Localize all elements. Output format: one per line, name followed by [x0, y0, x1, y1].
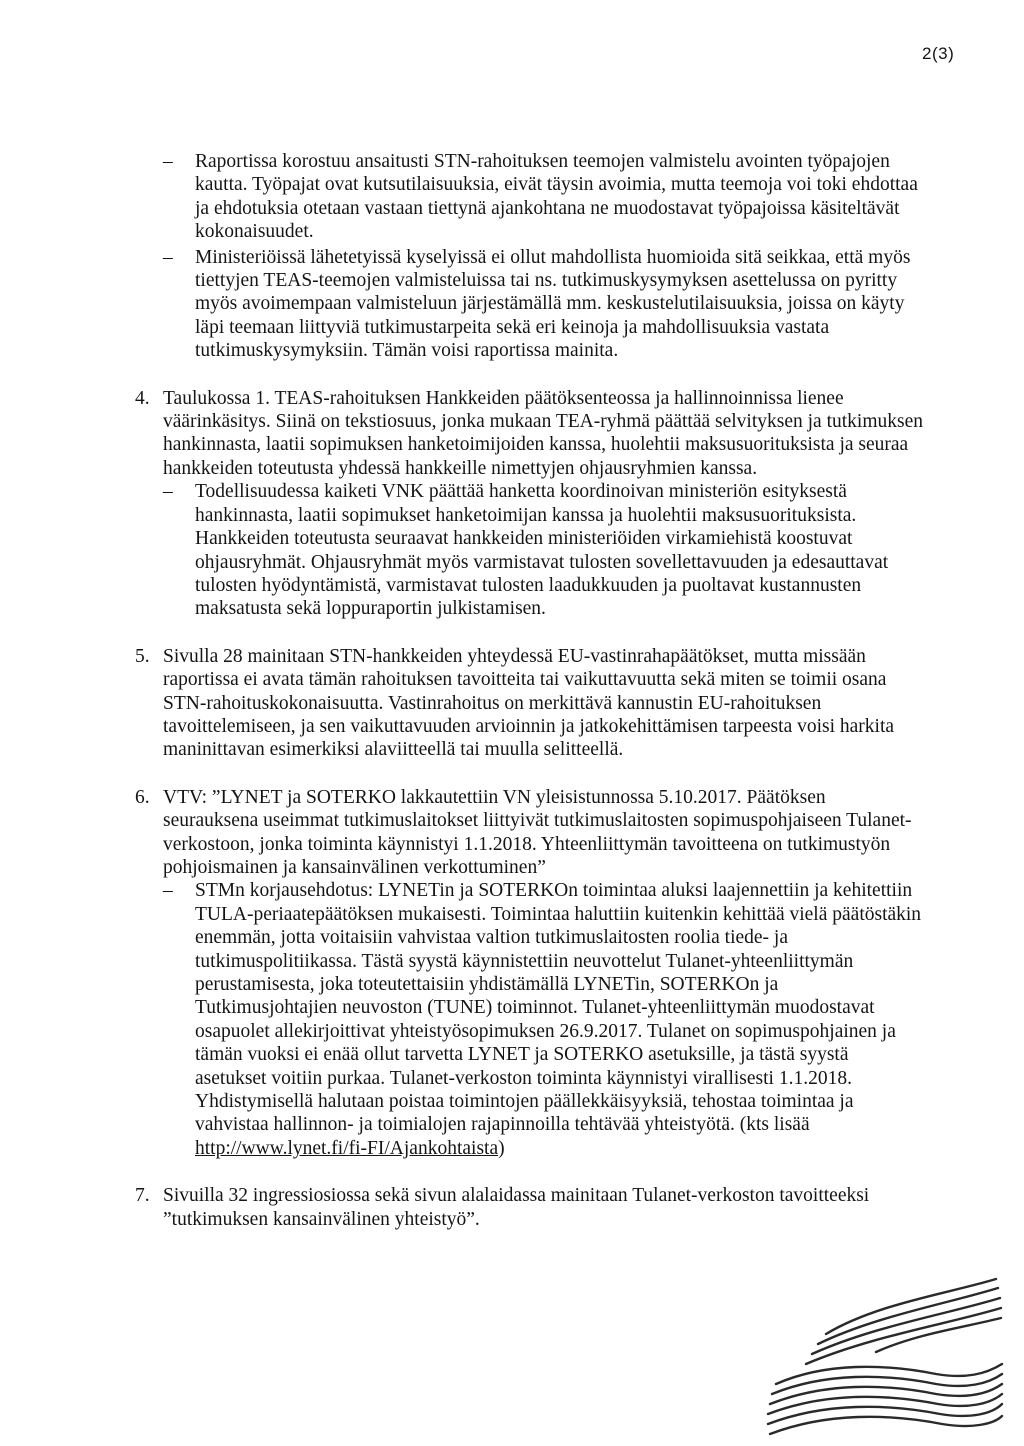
item-sub-bullet	[0, 879, 1024, 1160]
bullet-dash: –	[163, 481, 173, 503]
page-number: 2(3)	[922, 44, 955, 63]
bullet-dash: –	[163, 880, 173, 902]
numbered-item-6	[0, 786, 1024, 1161]
item-text: Taulukossa 1. TEAS-rahoituksen Hankkeiden päätöksenteossa ja hallinnoinnissa lienee väärinkäsitys. Siinä on tekstiosuus, jonka mukaan TEA-ryhmä päättää selvityksen ja tutkimuksen hankinnasta, laatii sopimuksen hanketoimijoiden kanssa, huolehtii maksusuorituksista ja seuraa hankkeiden toteutusta yhdessä hankkeille nimettyjen ohjausryhmien kanssa.	[163, 387, 923, 479]
item-text: Sivuilla 32 ingressiosiossa sekä sivun alalaidassa mainitaan Tulanet-verkoston tavoitteeksi ”tutkimuksen kansainvälinen yhteistyö”.	[163, 1185, 870, 1230]
numbered-item-5	[0, 645, 1024, 762]
item-number: 5.	[135, 645, 150, 667]
item-text: Sivulla 28 mainitaan STN-hankkeiden yhteydessä EU-vastinrahapäätökset, mutta missään raportissa ei avata tämän rahoituksen tavoitteita tai vaikuttavuutta sekä miten se toimii osana STN-rahoituskokonaisuutta. Vastinrahoitus on merkittävä kannustin EU-rahoituksen tavoittelemiseen, ja sen vaikuttavuuden arvioinnin ja jatkokehittämisen tarpeesta voisi harkita maninittavan esimerkiksi alaviitteellä tai muulla selitteellä.	[163, 645, 895, 761]
bullet-text: Todellisuudessa kaiketi VNK päättää hanketta koordinoivan ministeriön esityksestä hankinnasta, laatii sopimukset hanketoimijan kanssa ja huolehtii maksusuorituksista. Hankkeiden toteutusta seuraavat hankkeiden ministeriöiden virkamiehistä koostuvat ohjausryhmät. Ohjausryhmät myös varmistavat tulosten sovellettavuuden ja edesauttavat tulosten hyödyntämistä, varmistavat tulosten laadukkuuden ja puoltavat kustannusten maksatusta sekä loppuraportin julkistamisen.	[195, 481, 889, 620]
numbered-item-4	[0, 387, 1024, 621]
item-text: VTV: ”LYNET ja SOTERKO lakkautettiin VN yleisistunnossa 5.10.2017. Päätöksen seurauksena useimmat tutkimuslaitokset liittyivät tutkimuslaitosten sopimuspohjaiseen Tulanet-verkostoon, jonka toiminta käynnistyi 1.1.2018. Yhteenliittymän tavoitteena on tutkimustyön pohjoismainen ja kansainvälinen verkottuminen”	[163, 786, 912, 878]
wave-logo-icon	[756, 1274, 1004, 1444]
item-number: 6.	[135, 786, 150, 808]
item-sub-bullet	[0, 480, 1024, 620]
intro-bullet	[0, 150, 1024, 244]
bullet-body: STMn korjausehdotus: LYNETin ja SOTERKOn toimintaa aluksi laajennettiin ja kehitettiin TULA-periaatepäätöksen mukaisesti. Toimintaa haluttiin kuitenkin kehittää vielä päätöstäkin enemmän, jotta voitaisiin vahvistaa valtion tutkimuslaitosten roolia tiede- ja tutkimuspolitiikassa. Tästä syystä käynnistettiin neuvottelut Tulanet-yhteenliittymän perustamisesta, joka toteutettaisiin yhdistämällä LYNETin, SOTERKOn ja Tutkimusjohtajien neuvoston (TUNE) toiminnot. Tulanet-yhteenliittymän muodostavat osapuolet allekirjoittivat yhteistyösopimuksen 26.9.2017. Tulanet on sopimuspohjainen ja tämän vuoksi ei enää ollut tarvetta LYNET ja SOTERKO asetuksille, ja tästä syystä asetukset voitiin purkaa. Tulanet-verkoston toiminta käynnistyi virallisesti 1.1.2018. Yhdistymisellä halutaan poistaa toimintojen päällekkäisyyksiä, tehostaa toimintaa ja vahvistaa hallinnon- ja toimialojen rajapinnoilla tehtävää yhteistyötä. (kts lisää	[195, 880, 922, 1136]
bullet-dash: –	[163, 246, 173, 268]
bullet-text	[195, 879, 922, 1160]
bullet-dash: –	[163, 151, 173, 172]
reference-link[interactable]: http://www.lynet.fi/fi-FI/Ajankohtaista	[195, 1137, 499, 1159]
bullet-text: Raportissa korostuu ansaitusti STN-rahoituksen teemojen valmistelu avointen työpajojen kautta. Työpajat ovat kutsutilaisuuksia, eivät täysin avoimia, mutta teemoja voi toki ehdottaa ja ehdotuksia otetaan vastaan tiettynä ajankohtana ne muodostavat työpajoissa käsiteltävät kokonaisuudet.	[195, 151, 918, 243]
document-body	[0, 150, 1024, 1231]
bullet-text: Ministeriöissä lähetetyissä kyselyissä ei ollut mahdollista huomioida sitä seikkaa, että myös tiettyjen TEAS-teemojen valmisteluissa tai ns. tutkimuskysymyksen asettelussa on pyritty myös avoimempaan valmisteluun järjestämällä mm. keskustelutilaisuuksia, joissa on käyty läpi teemaan liittyviä tutkimustarpeita sekä eri keinoja ja mahdollisuuksia vastata tutkimuskysymyksiin. Tämän voisi raportissa mainita.	[195, 246, 911, 362]
intro-bullet	[0, 246, 1024, 363]
item-number: 4.	[135, 387, 150, 409]
closing-paren: )	[498, 1137, 505, 1159]
numbered-item-7	[0, 1184, 1024, 1231]
item-number: 7.	[135, 1185, 150, 1207]
